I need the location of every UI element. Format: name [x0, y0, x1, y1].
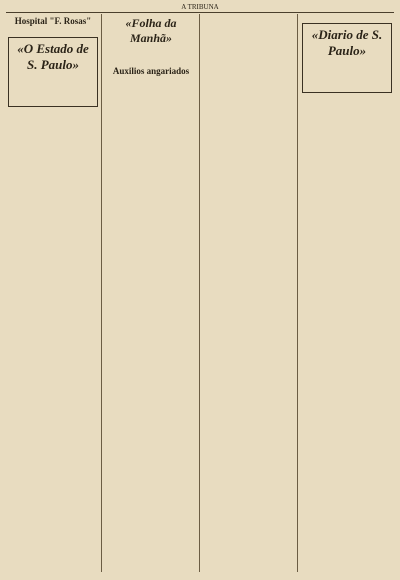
column-4: [300, 14, 394, 572]
column-rule: [199, 14, 200, 572]
column-3-list: [204, 16, 294, 22]
column-1: [6, 14, 100, 572]
column-2: [104, 14, 198, 572]
estado-ad-line: [12, 97, 94, 103]
estado-advertisement: [8, 37, 98, 107]
column-3-article: [204, 25, 294, 31]
column-rule: [101, 14, 102, 572]
diario-advertisement: [302, 23, 392, 93]
folha-headline: «Folha da Manhã»: [125, 16, 177, 45]
hospital-article: [8, 28, 98, 34]
diario-ad-title: «Diario de S. Paulo»: [311, 27, 383, 58]
column-3: [202, 14, 296, 572]
estado-ad-title: «O Estado de S. Paulo»: [17, 41, 89, 72]
folha-intro: [106, 48, 196, 54]
diario-ad-line: [306, 83, 388, 89]
running-head: [6, 2, 394, 13]
auxilios-headline: Auxilios angariados: [112, 66, 190, 76]
folha-list: [106, 57, 196, 63]
column-rule: [297, 14, 298, 572]
column-4-article: [302, 14, 392, 20]
auxilios-article: [106, 78, 196, 84]
newspaper-title: A TRIBUNA: [181, 3, 219, 11]
hospital-headline: Hospital "F. Rosas": [14, 16, 92, 26]
